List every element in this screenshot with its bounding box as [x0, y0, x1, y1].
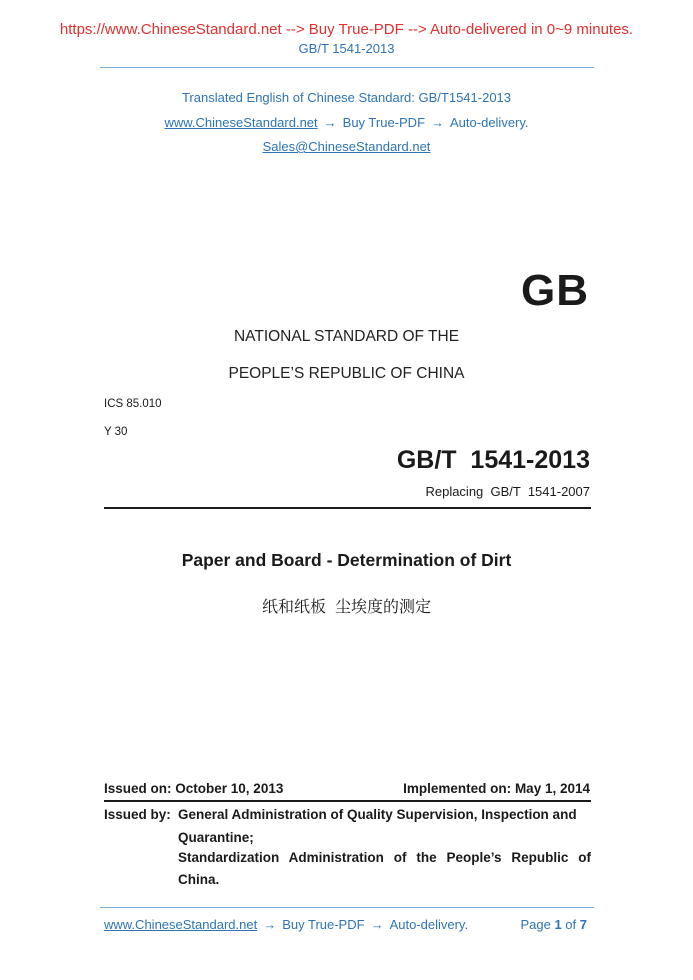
page-of-label: of — [565, 917, 577, 932]
document-title-chinese: 纸和纸板 尘埃度的测定 — [262, 599, 431, 616]
footer-delivery-text: Auto-delivery. — [389, 917, 469, 932]
header-divider — [100, 67, 594, 68]
auto-delivery-text: Auto-delivery. — [450, 115, 529, 130]
national-standard-line2: PEOPLE’S REPUBLIC OF CHINA — [228, 365, 465, 382]
footer-divider — [100, 907, 594, 908]
replacing-note: Replacing GB/T 1541-2007 — [425, 484, 590, 499]
issuer-line-1a: General Administration of Quality Supervision, Inspection and — [178, 807, 577, 822]
gb-logo: GB — [521, 266, 589, 315]
issuer-line-2a: Standardization Administration of the People’s Republic of — [178, 850, 591, 865]
issuer-line-1b: Quarantine; — [178, 830, 254, 845]
national-standard-line1: NATIONAL STANDARD OF THE — [233, 328, 460, 345]
implemented-on-value: May 1, 2014 — [514, 781, 590, 796]
sales-email-link[interactable]: Sales@ChineseStandard.net — [262, 139, 431, 154]
ics-code: ICS 85.010 — [104, 398, 162, 410]
implemented-on-line — [403, 781, 590, 796]
buy-line — [0, 115, 693, 130]
footer-website-link[interactable]: www.ChineseStandard.net — [104, 917, 258, 932]
classification-code: Y 30 — [104, 426, 128, 438]
issued-on-label: Issued on: — [104, 781, 172, 796]
translated-note: Translated English of Chinese Standard: GB/T1541-2013 — [181, 90, 512, 105]
footer-buy-text: Buy True-PDF — [282, 917, 365, 932]
right-arrow-icon: → — [323, 115, 337, 130]
right-arrow-icon: → — [263, 917, 277, 932]
implemented-on-label: Implemented on: — [403, 781, 512, 796]
page-total: 7 — [579, 917, 587, 932]
page-current: 1 — [554, 917, 562, 932]
sales-email-line — [0, 139, 693, 154]
title-divider — [104, 507, 591, 509]
website-link[interactable]: www.ChineseStandard.net — [164, 115, 318, 130]
header-standard-code: GB/T 1541-2013 — [298, 41, 395, 56]
issued-on-value: October 10, 2013 — [175, 781, 284, 796]
issued-on-line — [104, 781, 283, 796]
issuance-divider — [104, 800, 591, 802]
page-label: Page — [520, 917, 551, 932]
buy-true-pdf-text: Buy True-PDF — [342, 115, 426, 130]
issuer-line-2b: China. — [178, 872, 220, 887]
right-arrow-icon: → — [431, 115, 445, 130]
standard-number: GB/T 1541-2013 — [396, 446, 590, 474]
document-title-english: Paper and Board - Determination of Dirt — [181, 550, 512, 570]
right-arrow-icon: → — [370, 917, 384, 932]
issued-by-label: Issued by: — [104, 807, 171, 822]
page-indicator — [520, 917, 587, 932]
purchase-notice: https://www.ChineseStandard.net --> Buy True-PDF --> Auto-delivered in 0~9 minutes. — [59, 21, 634, 38]
footer-link-line — [104, 917, 468, 932]
